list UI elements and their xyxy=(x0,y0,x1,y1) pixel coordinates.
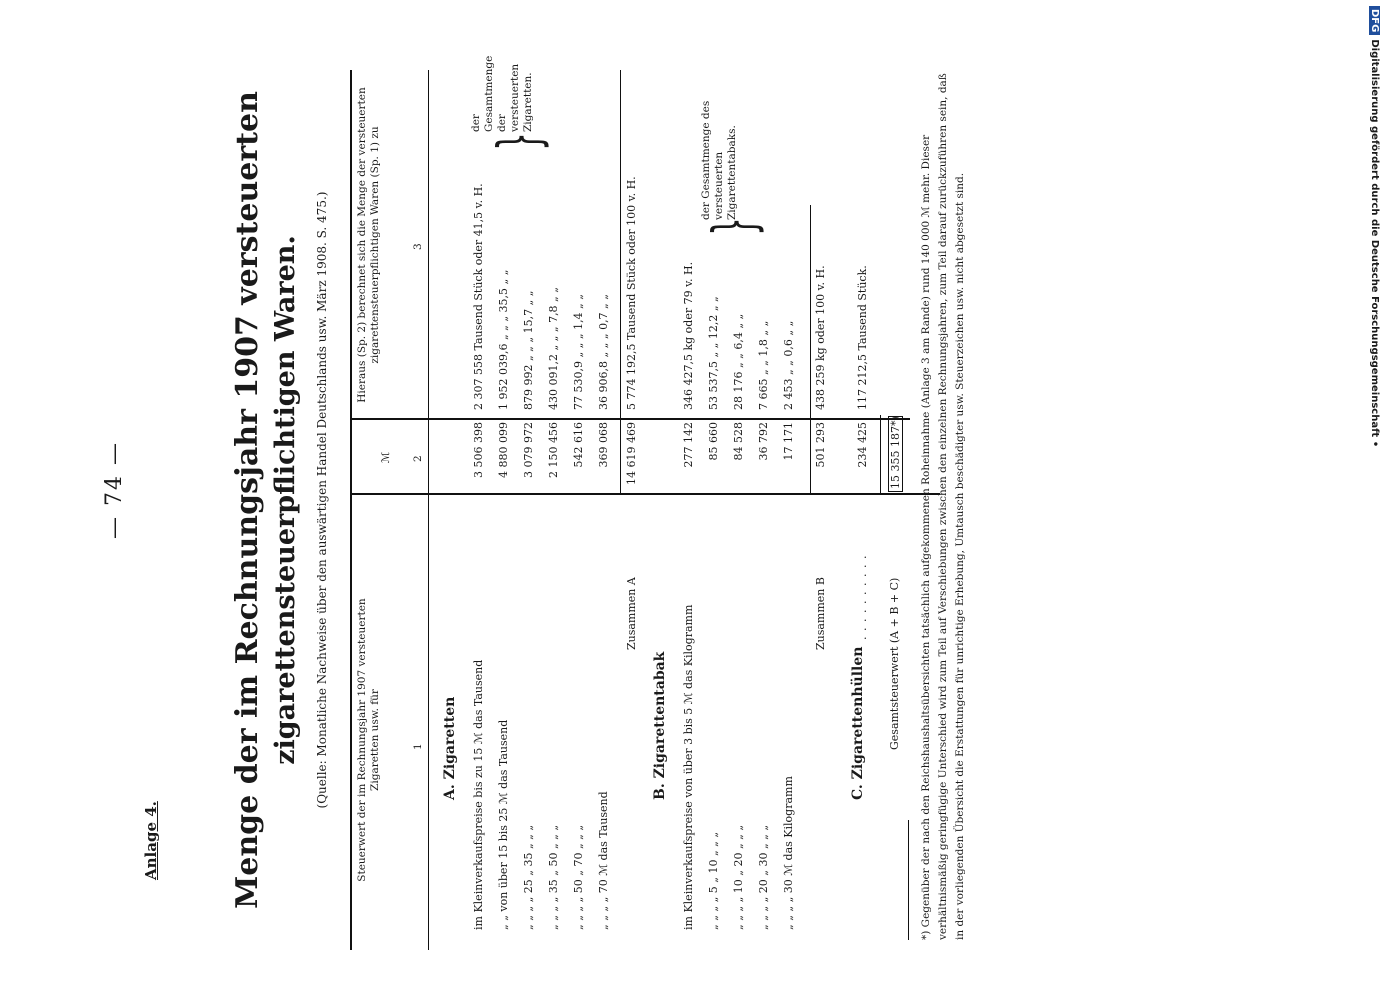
section-b-brace: } xyxy=(700,217,768,236)
section-a-side-note: der Gesamtmenge der versteuerten Zigaretten. xyxy=(470,55,534,132)
header-col2-unit: ℳ xyxy=(380,451,392,464)
section-a-sum-rule xyxy=(620,70,621,495)
section-a-row-value: 3 506 398 xyxy=(472,422,485,478)
section-b-row-label: „ „ „ „ 20 „ 30 „ „ „ xyxy=(757,824,770,930)
grand-total-rule xyxy=(880,415,881,495)
section-a-title: A. Zigaretten xyxy=(442,696,458,800)
header-rule xyxy=(428,70,429,950)
section-b-row-value: 84 528 xyxy=(732,422,745,461)
digitization-credit-text: Digitalisierung gefördert durch die Deutsche Forschungsgemeinschaft • xyxy=(1369,39,1380,448)
section-b-row-qty: 53 537,5 „ „ 12,2 „ „ xyxy=(707,296,720,410)
section-c-value: 234 425 xyxy=(856,422,869,468)
grand-total-label: Gesamtsteuerwert (A + B + C) xyxy=(888,577,901,750)
section-b-row-qty: 7 665 „ „ 1,8 „ „ xyxy=(757,320,770,410)
section-a-total-qty: 5 774 192,5 Tausend Stück oder 100 v. H. xyxy=(625,176,638,410)
footnote-rule xyxy=(908,820,909,940)
section-b-row-label: im Kleinverkaufspreise von über 3 bis 5 ℳ das Kilogramm xyxy=(682,604,695,930)
col-divider-2 xyxy=(350,418,910,420)
section-a-row-qty: 77 530,9 „ „ „ 1,4 „ „ xyxy=(572,294,585,410)
data-table xyxy=(350,55,1005,950)
section-b-total-value: 501 293 xyxy=(814,422,827,468)
source-note: (Quelle: Monatliche Nachweise über den auswärtigen Handel Deutschlands usw. März 1908. S. 475.) xyxy=(315,191,329,809)
page-number: — 74 — xyxy=(102,441,127,539)
section-a-total-value: 14 619 469 xyxy=(625,422,638,485)
header-num3: 3 xyxy=(412,243,424,250)
section-a-row-label: im Kleinverkaufspreise bis zu 15 ℳ das Tausend xyxy=(472,659,485,930)
rotated-document xyxy=(70,40,1070,960)
title-line-2: zigarettensteuerpflichtigen Waren. xyxy=(270,235,301,765)
section-a-row-label: „ „ „ „ 35 „ 50 „ „ „ xyxy=(547,824,560,930)
section-a-row-qty: 36 906,8 „ „ „ 0,7 „ „ xyxy=(597,294,610,410)
section-a-total-label: Zusammen A xyxy=(625,577,638,650)
section-a-row-label: „ „ von über 15 bis 25 ℳ das Tausend xyxy=(497,719,510,930)
section-a-row-label: „ „ „ „ 50 „ 70 „ „ „ xyxy=(572,824,585,930)
header-col1: Steuerwert der im Rechnungsjahr 1907 versteuerten Zigaretten usw. für xyxy=(356,598,381,882)
section-b-row-qty: 346 427,5 kg oder 79 v. H. xyxy=(682,261,695,410)
col-divider-1 xyxy=(350,493,940,495)
header-num2: 2 xyxy=(412,455,424,462)
section-a-row-value: 4 880 099 xyxy=(497,422,510,478)
section-a-brace: } xyxy=(485,132,553,151)
section-c-title: C. Zigarettenhüllen xyxy=(850,646,866,800)
title-line-1: Menge der im Rechnungsjahr 1907 versteuerten xyxy=(230,91,265,909)
dfg-badge: DFG xyxy=(1369,6,1380,35)
section-b-total-qty: 438 259 kg oder 100 v. H. xyxy=(814,265,827,410)
section-b-row-label: „ „ „ „ 30 ℳ das Kilogramm xyxy=(782,776,795,930)
section-a-row-value: 2 150 456 xyxy=(547,422,560,478)
section-c-qty: 117 212,5 Tausend Stück. xyxy=(856,265,869,410)
digitization-credit xyxy=(1369,6,1380,447)
section-b-row-label: „ „ „ „ 10 „ 20 „ „ „ xyxy=(732,824,745,930)
section-b-row-qty: 2 453 „ „ 0,6 „ „ xyxy=(782,320,795,410)
section-a-row-qty: 1 952 039,6 „ „ „ 35,5 „ „ xyxy=(497,269,510,410)
section-a-row-value: 542 616 xyxy=(572,422,585,468)
section-c-leader: . . . . . . . . . . xyxy=(856,554,869,640)
table-top-rule-full xyxy=(350,70,352,950)
section-a-row-qty: 2 307 558 Tausend Stück oder 41,5 v. H. xyxy=(472,183,485,410)
section-a-row-label: „ „ „ „ 70 ℳ das Tausend xyxy=(597,791,610,930)
header-num1: 1 xyxy=(412,743,424,750)
header-col3: Hieraus (Sp. 2) berechnet sich die Menge der versteuerten zigarettensteuerpflichtigen Waren (Sp. 1) zu xyxy=(356,87,381,403)
section-a-row-label: „ „ „ „ 25 „ 35 „ „ „ xyxy=(522,824,535,930)
section-a-row-value: 369 068 xyxy=(597,422,610,468)
section-b-row-value: 17 171 xyxy=(782,422,795,461)
section-b-sum-rule xyxy=(810,205,811,495)
section-b-row-qty: 28 176 „ „ 6,4 „ „ xyxy=(732,313,745,410)
appendix-label: Anlage 4. xyxy=(142,801,160,880)
section-b-row-value: 36 792 xyxy=(757,422,770,461)
section-b-title: B. Zigarettentabak xyxy=(652,651,668,800)
section-b-row-value: 277 142 xyxy=(682,422,695,468)
section-b-row-label: „ „ „ „ 5 „ 10 „ „ „ xyxy=(707,831,720,930)
section-a-row-qty: 879 992 „ „ „ 15,7 „ „ xyxy=(522,290,535,410)
section-b-total-label: Zusammen B xyxy=(814,577,827,650)
section-b-side-note: der Gesamtmenge des versteuerten Zigarettentabaks. xyxy=(700,100,738,220)
footnote: *) Gegenüber der nach den Reichshaushaltsübersichten tatsächlich aufgekommenen Roheinnahme (Anlage 3 am Rande) rund 140 000 ℳ mehr. Dieser verhältnismäßig geringfügige Unterschied wird zum Teil auf Verschiebungen zwischen den einzelnen Rechnungsjahren, zum Teil darauf zurückzuführen sein, daß in der vorliegenden Übersicht die Erstattungen für unrichtige Erhebung, Umtausch beschädigter usw. Steuerzeichen usw. nicht abgesetzt sind. xyxy=(920,73,966,940)
grand-total-value: 15 355 187*) xyxy=(888,416,903,492)
section-b-row-value: 85 660 xyxy=(707,422,720,461)
section-a-row-value: 3 079 972 xyxy=(522,422,535,478)
section-a-row-qty: 430 091,2 „ „ „ 7,8 „ „ xyxy=(547,287,560,410)
